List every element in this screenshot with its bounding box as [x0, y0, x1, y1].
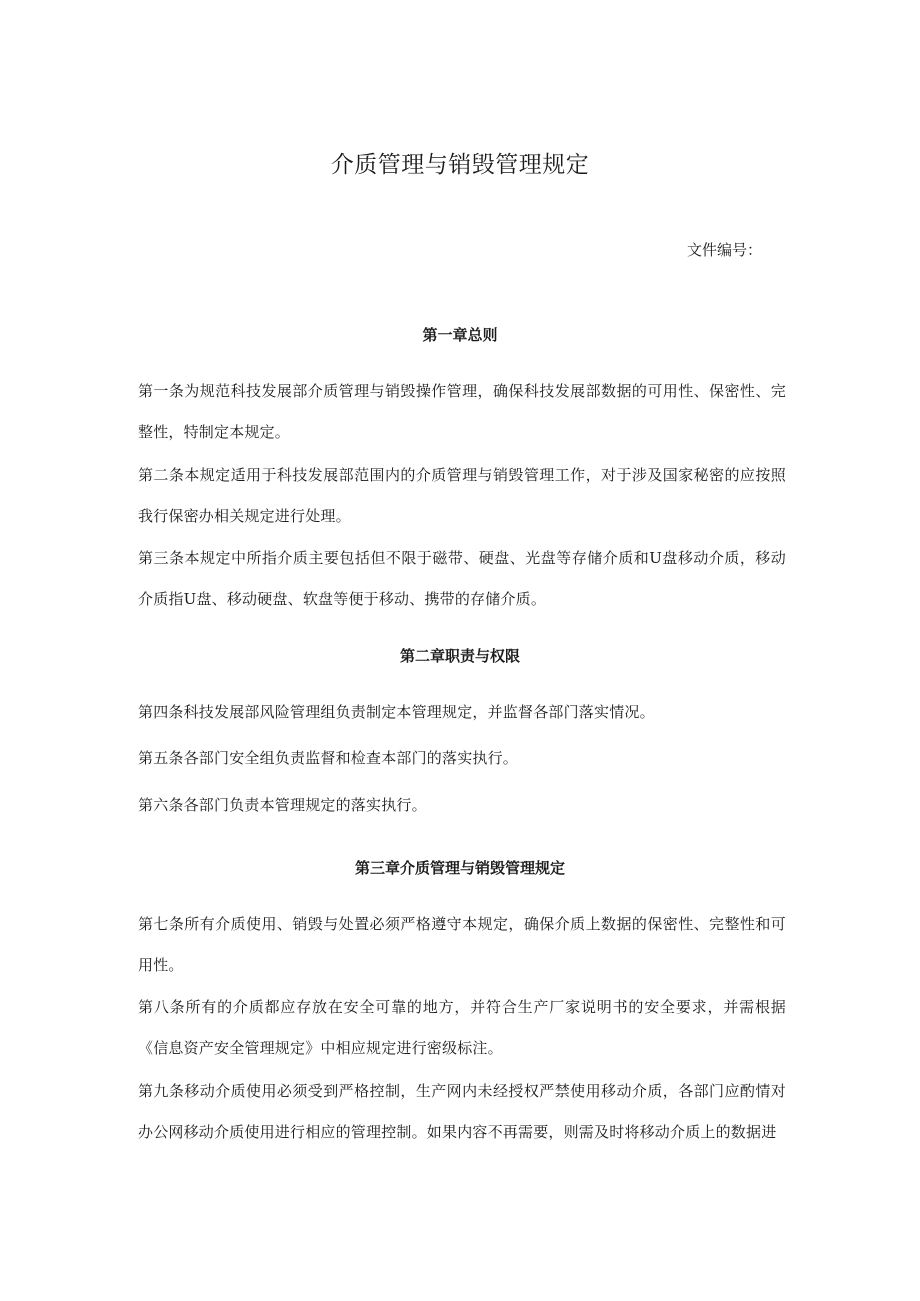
- article-4: 第四条科技发展部风险管理组负责制定本管理规定，并监督各部门落实情况。: [138, 703, 655, 721]
- document-title: 介质管理与销毁管理规定: [330, 152, 590, 178]
- article-3: 第三条本规定中所指介质主要包括但不限于磁带、硬盘、光盘等存储介质和U盘移动介质，移动介质指U盘、移动硬盘、软盘等便于移动、携带的存储介质。: [138, 549, 786, 608]
- article-7: 第七条所有介质使用、销毁与处置必须严格遵守本规定，确保介质上数据的保密性、完整性和可用性。: [138, 915, 786, 974]
- chapter-2-heading: 第二章职责与权限: [399, 647, 520, 665]
- article-2: 第二条本规定适用于科技发展部范围内的介质管理与销毁管理工作，对于涉及国家秘密的应按照我行保密办相关规定进行处理。: [138, 466, 786, 525]
- article-6: 第六条各部门负责本管理规定的落实执行。: [138, 796, 427, 814]
- article-8: 第八条所有的介质都应存放在安全可靠的地方，并符合生产厂家说明书的安全要求，并需根据《信息资产安全管理规定》中相应规定进行密级标注。: [138, 998, 786, 1057]
- document-number-label: 文件编号：: [686, 241, 762, 259]
- chapter-1-heading: 第一章总则: [422, 326, 498, 344]
- article-9: 第九条移动介质使用必须受到严格控制，生产网内未经授权严禁使用移动介质，各部门应酌情对办公网移动介质使用进行相应的管理控制。如果内容不再需要，则需及时将移动介质上的数据进: [138, 1082, 786, 1141]
- chapter-3-heading: 第三章介质管理与销毁管理规定: [354, 859, 565, 877]
- article-1: 第一条为规范科技发展部介质管理与销毁操作管理，确保科技发展部数据的可用性、保密性、完整性，特制定本规定。: [138, 382, 786, 441]
- article-5: 第五条各部门安全组负责监督和检查本部门的落实执行。: [138, 749, 519, 767]
